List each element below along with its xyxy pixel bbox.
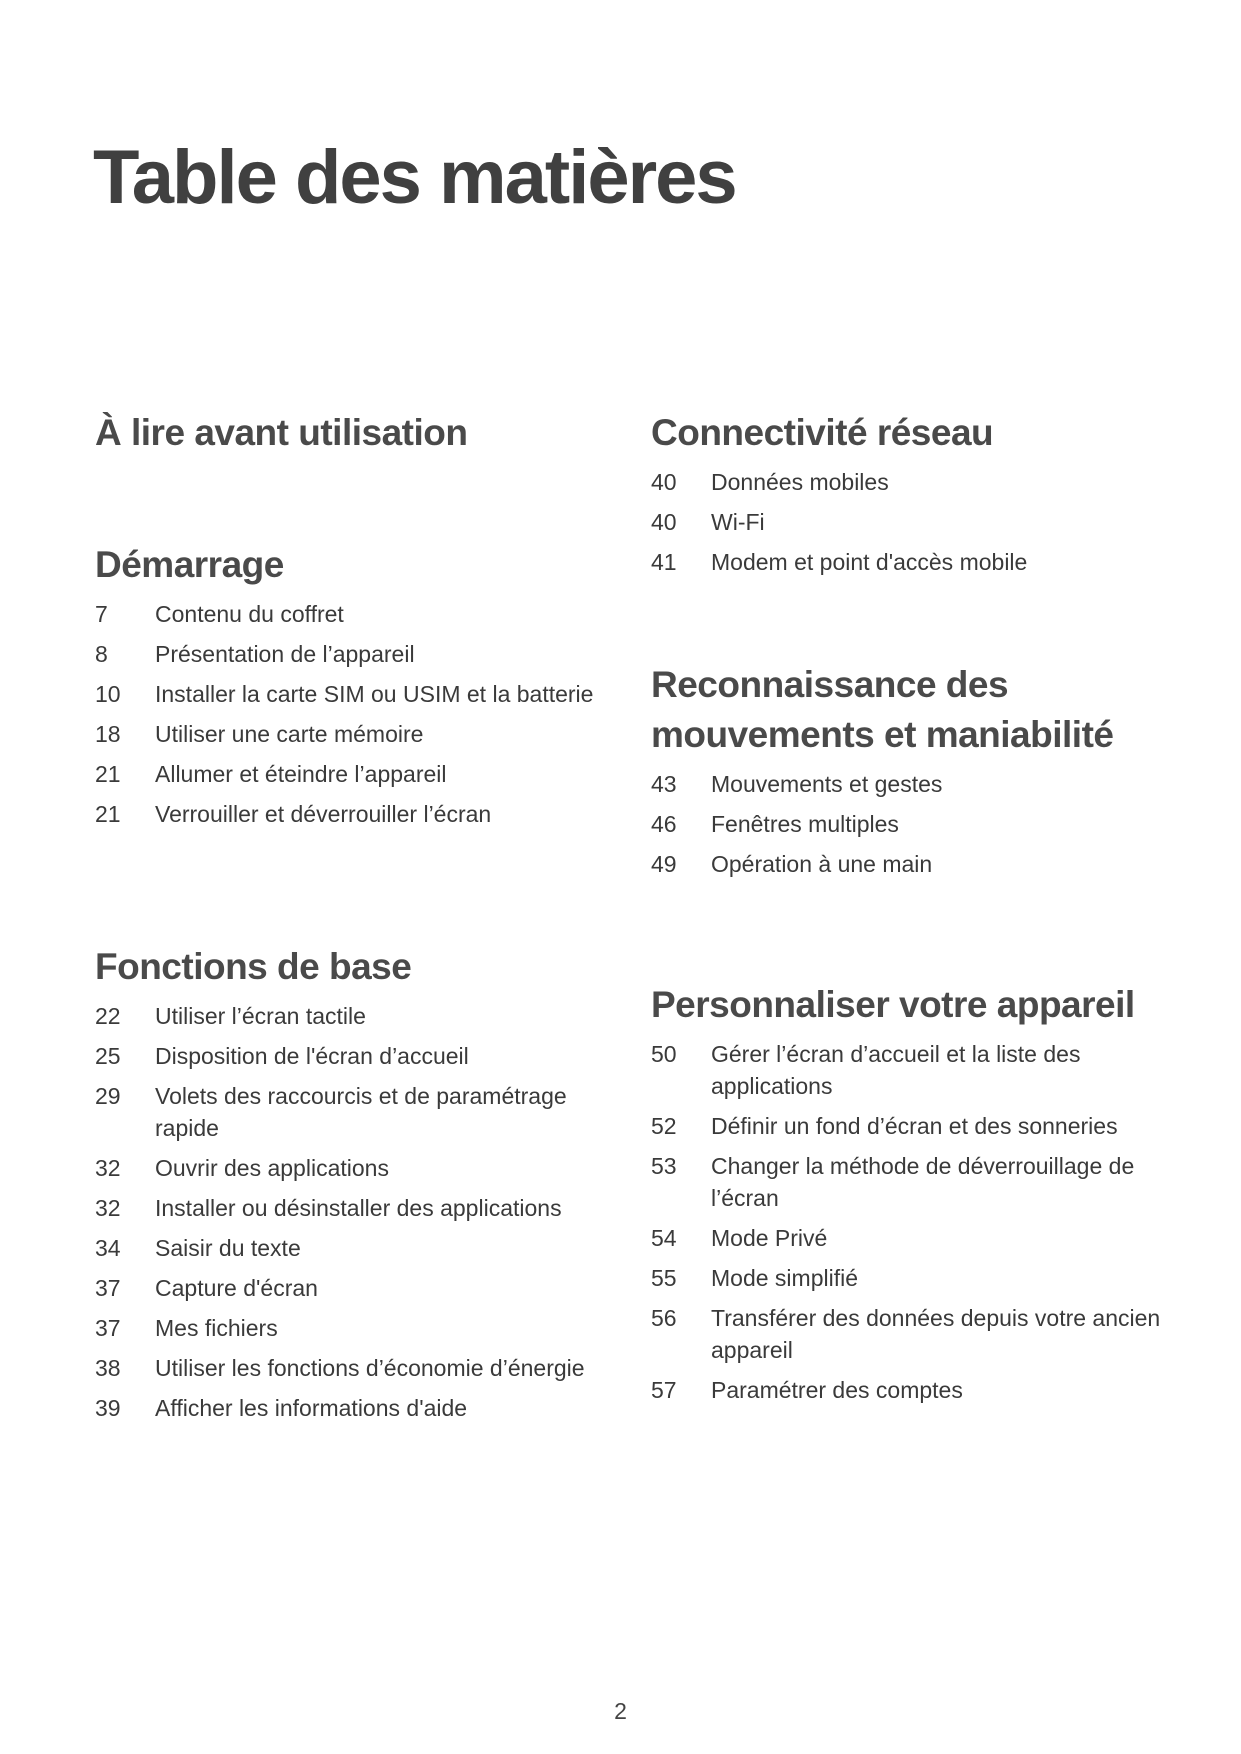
toc-page-number: 25	[95, 1043, 121, 1069]
toc-entry[interactable]	[651, 1222, 1191, 1254]
toc-page-number: 39	[95, 1395, 121, 1421]
toc-entry[interactable]	[651, 1302, 1191, 1366]
toc-entry-text: Ouvrir des applications	[155, 1155, 389, 1181]
toc-page-number: 56	[651, 1305, 677, 1331]
toc-section	[95, 540, 595, 942]
toc-page-number: 32	[95, 1195, 121, 1221]
toc-entry[interactable]	[651, 808, 1191, 840]
toc-entry-text: Mouvements et gestes	[711, 771, 943, 797]
section-heading[interactable]: Fonctions de base	[95, 946, 412, 987]
toc-entry-text: Définir un fond d’écran et des sonneries	[711, 1113, 1118, 1139]
toc-page-number: 40	[651, 509, 677, 535]
toc-entry-text: Mes fichiers	[155, 1315, 278, 1341]
toc-entry[interactable]	[651, 1038, 1191, 1102]
toc-entry-text: Disposition de l'écran d’accueil	[155, 1043, 469, 1069]
toc-page-number: 57	[651, 1377, 677, 1403]
toc-page-number: 37	[95, 1315, 121, 1341]
toc-page-number: 7	[95, 601, 108, 627]
toc-page-number: 8	[95, 641, 108, 667]
toc-entry[interactable]	[651, 1110, 1191, 1142]
toc-page-number: 55	[651, 1265, 677, 1291]
toc-entry[interactable]	[95, 1392, 595, 1424]
toc-entry-text: Saisir du texte	[155, 1235, 301, 1261]
toc-left-column	[95, 408, 595, 1432]
toc-list	[95, 1000, 595, 1424]
toc-entry-text: Fenêtres multiples	[711, 811, 899, 837]
toc-entry[interactable]	[651, 546, 1191, 578]
toc-page-number: 40	[651, 469, 677, 495]
toc-entry[interactable]	[95, 1352, 595, 1384]
toc-entry-text: Gérer l’écran d’accueil et la liste des applications	[711, 1041, 1081, 1099]
page-number: 2	[614, 1698, 627, 1724]
toc-entry[interactable]	[95, 798, 595, 830]
toc-entry-text: Installer la carte SIM ou USIM et la batterie	[155, 681, 594, 707]
toc-section	[651, 408, 1191, 660]
toc-right-column	[651, 408, 1191, 1414]
toc-page-number: 21	[95, 761, 121, 787]
section-heading[interactable]: Démarrage	[95, 544, 284, 585]
toc-entry[interactable]	[95, 1000, 595, 1032]
toc-entry-text: Contenu du coffret	[155, 601, 344, 627]
toc-entry[interactable]	[651, 1262, 1191, 1294]
toc-entry-text: Volets des raccourcis et de paramétrage rapide	[155, 1083, 567, 1141]
toc-list	[95, 598, 595, 830]
toc-page-number: 38	[95, 1355, 121, 1381]
page-title: Table des matières	[93, 135, 736, 220]
toc-page-number: 32	[95, 1155, 121, 1181]
toc-section	[651, 980, 1191, 1406]
toc-entry[interactable]	[651, 1150, 1191, 1214]
toc-section	[95, 408, 595, 540]
toc-section	[95, 942, 595, 1424]
toc-page-number: 46	[651, 811, 677, 837]
toc-entry[interactable]	[651, 466, 1191, 498]
toc-entry-text: Afficher les informations d'aide	[155, 1395, 468, 1421]
toc-entry-text: Transférer des données depuis votre ancien appareil	[711, 1305, 1161, 1363]
toc-page-number: 41	[651, 549, 677, 575]
toc-list	[651, 466, 1191, 578]
toc-entry[interactable]	[651, 1374, 1191, 1406]
toc-page-number: 54	[651, 1225, 677, 1251]
toc-page-number: 43	[651, 771, 677, 797]
toc-page-number: 53	[651, 1153, 677, 1179]
toc-entry[interactable]	[95, 1080, 595, 1144]
toc-entry-text: Changer la méthode de déverrouillage de l’écran	[711, 1153, 1135, 1211]
toc-entry-text: Utiliser l’écran tactile	[155, 1003, 366, 1029]
toc-entry-text: Utiliser les fonctions d’économie d’énergie	[155, 1355, 585, 1381]
toc-entry-text: Opération à une main	[711, 851, 933, 877]
section-heading[interactable]: Connectivité réseau	[651, 412, 994, 453]
toc-entry[interactable]	[95, 1312, 595, 1344]
toc-page-number: 21	[95, 801, 121, 827]
toc-entry-text: Allumer et éteindre l’appareil	[155, 761, 447, 787]
toc-entry[interactable]	[95, 1192, 595, 1224]
toc-entry[interactable]	[651, 506, 1191, 538]
toc-entry-text: Paramétrer des comptes	[711, 1377, 963, 1403]
toc-entry-text: Données mobiles	[711, 469, 889, 495]
toc-entry[interactable]	[651, 768, 1191, 800]
toc-entry[interactable]	[95, 1232, 595, 1264]
toc-page-number: 34	[95, 1235, 121, 1261]
section-heading[interactable]: À lire avant utilisation	[95, 412, 468, 453]
toc-entry[interactable]	[95, 758, 595, 790]
toc-entry[interactable]	[95, 1272, 595, 1304]
toc-list	[651, 1038, 1191, 1406]
toc-page-number: 22	[95, 1003, 121, 1029]
toc-entry-text: Capture d'écran	[155, 1275, 318, 1301]
toc-entry-text: Utiliser une carte mémoire	[155, 721, 424, 747]
section-heading[interactable]: Reconnaissance des mouvements et maniabilité	[651, 664, 1114, 755]
toc-entry[interactable]	[95, 678, 595, 710]
toc-entry-text: Mode simplifié	[711, 1265, 858, 1291]
toc-entry-text: Installer ou désinstaller des applications	[155, 1195, 562, 1221]
toc-entry[interactable]	[95, 638, 595, 670]
toc-entry-text: Wi-Fi	[711, 509, 765, 535]
toc-entry[interactable]	[95, 598, 595, 630]
section-heading[interactable]: Personnaliser votre appareil	[651, 984, 1135, 1025]
toc-page-number: 52	[651, 1113, 677, 1139]
toc-entry-text: Présentation de l’appareil	[155, 641, 415, 667]
toc-page-number: 37	[95, 1275, 121, 1301]
toc-entry[interactable]	[95, 1040, 595, 1072]
toc-entry[interactable]	[95, 718, 595, 750]
toc-entry[interactable]	[95, 1152, 595, 1184]
toc-entry-text: Modem et point d'accès mobile	[711, 549, 1028, 575]
toc-page-number: 29	[95, 1083, 121, 1109]
toc-entry-text: Mode Privé	[711, 1225, 828, 1251]
toc-page-number: 50	[651, 1041, 677, 1067]
toc-page-number: 10	[95, 681, 121, 707]
toc-list	[651, 768, 1191, 880]
toc-section	[651, 660, 1191, 980]
toc-page-number: 18	[95, 721, 121, 747]
toc-entry[interactable]	[651, 848, 1191, 880]
toc-entry-text: Verrouiller et déverrouiller l’écran	[155, 801, 492, 827]
toc-page-number: 49	[651, 851, 677, 877]
